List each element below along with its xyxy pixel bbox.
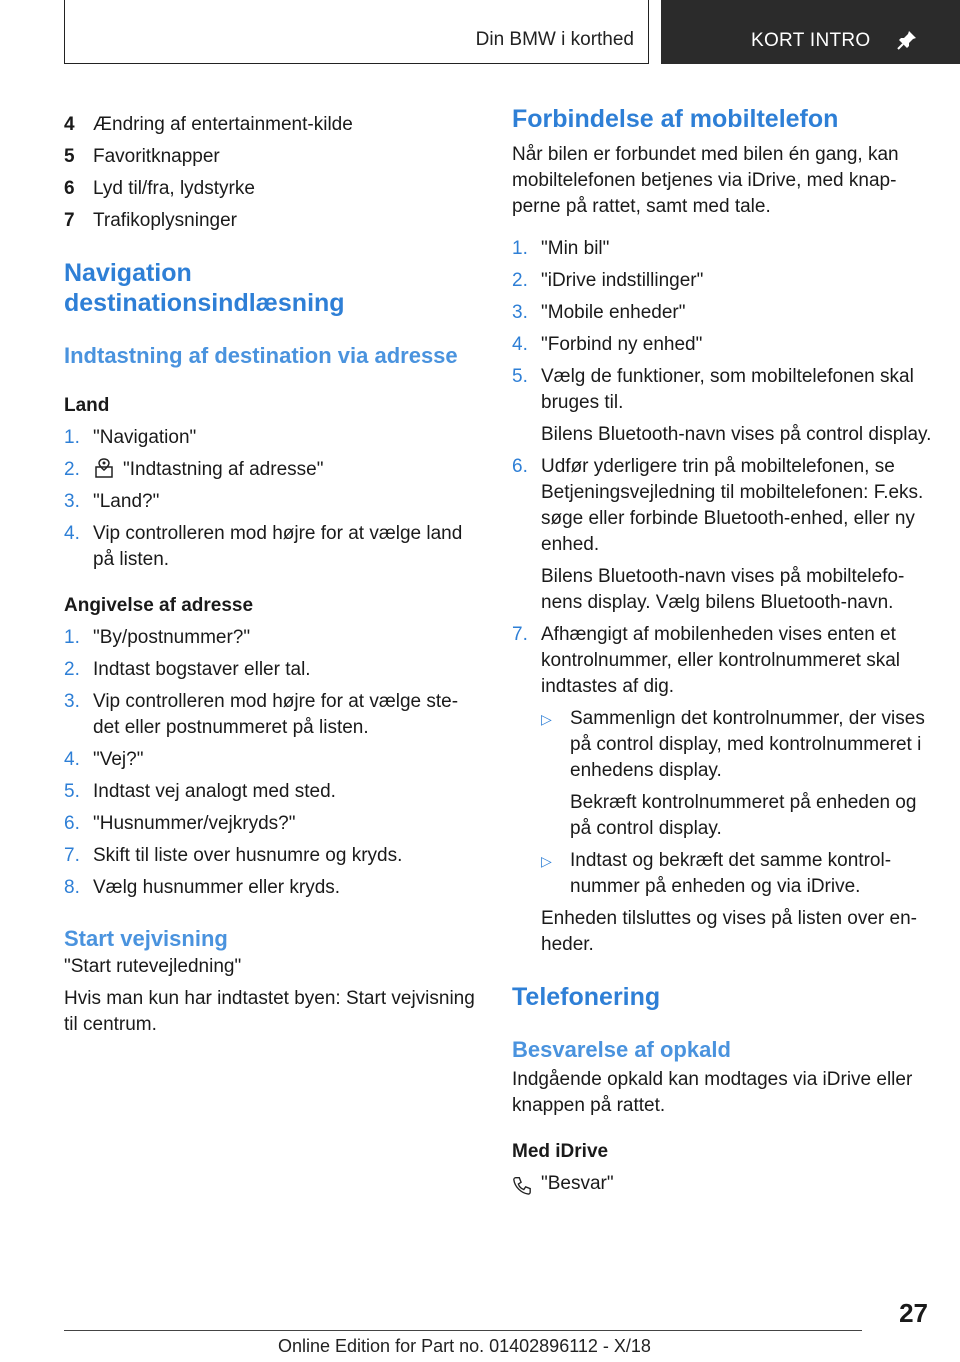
section-title: Din BMW i korthed bbox=[475, 29, 634, 50]
step-item: 6. "Husnummer/vejkryds?" bbox=[64, 813, 296, 834]
step-item: 6. Udfør yderligere trin på mobiltelefonen, se Betjeningsvejledning til mobiltelefonen: F.eks. søge eller forbinde Bluetooth-enhed, eller ny enhed. bbox=[512, 456, 924, 555]
step-item: 1. "By/postnummer?" bbox=[64, 627, 251, 648]
land-steps bbox=[64, 425, 476, 573]
step-item: 2. "Indtastning af adresse" bbox=[64, 459, 324, 480]
section-heading-navigation: Navigation destinationsindlæsning bbox=[64, 259, 345, 317]
legend-item: 4 Ændring af entertainment-kilde bbox=[64, 114, 353, 135]
step-item: 4. "Vej?" bbox=[64, 749, 144, 770]
step-item: 3. "Land?" bbox=[64, 491, 160, 512]
step-item: 4. Vip controlleren mod højre for at vælge land på listen. bbox=[64, 523, 463, 570]
right-column bbox=[512, 104, 932, 1197]
step-item: 5. Indtast vej analogt med sted. bbox=[64, 781, 336, 802]
page-number: 27 bbox=[899, 1298, 928, 1328]
step-item: 7. Afhængigt af mobilenheden vises enten et kontrolnummer, eller kontrolnummeret skal indtastes af dig. bbox=[512, 624, 901, 697]
pin-icon bbox=[895, 28, 919, 52]
step-note: Bilens Bluetooth-navn vises på control display. bbox=[541, 424, 932, 445]
step-item: 3. Vip controlleren mod højre for at vælge stedet eller postnummeret på listen. bbox=[64, 691, 459, 738]
triangle-bullet-icon: ▷ bbox=[541, 711, 552, 727]
bullet-item: ▷ Sammenlign det kontrolnummer, der vises på control display, med kontrolnummeret i enhedens display. bbox=[541, 708, 925, 781]
chapter-tab bbox=[661, 0, 960, 64]
start-route-text: "Start rutevejledning" bbox=[64, 956, 242, 977]
address-steps bbox=[64, 625, 476, 901]
step-note: Enheden tilsluttes og vises på listen over enheder. bbox=[541, 908, 917, 955]
subsection-heading-address: Indtastning af destination via adresse bbox=[64, 343, 458, 368]
phone-steps bbox=[512, 236, 932, 958]
step-item: 1. "Navigation" bbox=[64, 427, 197, 448]
legend-item: 7 Trafikoplysninger bbox=[64, 210, 237, 231]
step-item: 2. Indtast bogstaver eller tal. bbox=[64, 659, 311, 680]
subsection-heading-answer: Besvarelse af opkald bbox=[512, 1037, 731, 1062]
step-item: 1. "Min bil" bbox=[512, 238, 610, 259]
phone-intro: Når bilen er forbundet med bilen én gang, kan mobiltelefonen betjenes via iDrive, med knapperne på rattet, samt med tale. bbox=[512, 144, 899, 217]
left-column bbox=[64, 104, 476, 1038]
header-section-box bbox=[64, 0, 649, 64]
phone-icon bbox=[512, 1175, 532, 1195]
subheading-idrive: Med iDrive bbox=[512, 1141, 609, 1162]
step-item: 5. Vælg de funktioner, som mobiltelefonen skal bruges til. bbox=[512, 366, 914, 413]
edition-note: Online Edition for Part no. 01402896112 - X/18 bbox=[278, 1336, 651, 1356]
subheading-land: Land bbox=[64, 395, 110, 416]
step-item: 7. Skift til liste over husnumre og kryds. bbox=[64, 845, 403, 866]
start-city-text: Hvis man kun har indtastet byen: Start vejvisning til centrum. bbox=[64, 988, 475, 1035]
answer-text: Indgående opkald kan modtages via iDrive eller knappen på rattet. bbox=[512, 1069, 913, 1116]
step-item: 2. "iDrive indstillinger" bbox=[512, 270, 704, 291]
legend-item: 6 Lyd til/fra, lydstyrke bbox=[64, 178, 255, 199]
footer-divider bbox=[64, 1330, 862, 1331]
subheading-address: Angivelse af adresse bbox=[64, 595, 254, 616]
bullet-item: ▷ Indtast og bekræft det samme kontrolnummer på enheden og via iDrive. bbox=[541, 850, 892, 897]
section-heading-telephony: Telefonering bbox=[512, 983, 661, 1011]
subsection-heading-start: Start vejvisning bbox=[64, 926, 228, 951]
triangle-bullet-icon: ▷ bbox=[541, 853, 552, 869]
step-item: 3. "Mobile enheder" bbox=[512, 302, 686, 323]
step-note: Bilens Bluetooth-navn vises på mobiltelefonens display. Vælg bilens Bluetooth-navn. bbox=[541, 566, 905, 613]
legend-item: 5 Favoritknapper bbox=[64, 146, 220, 167]
chapter-title: KORT INTRO bbox=[751, 30, 871, 51]
answer-step: "Besvar" bbox=[512, 1171, 932, 1197]
bullet-note: Bekræft kontrolnummeret på enheden og på control display. bbox=[570, 792, 917, 839]
section-heading-phone-connect: Forbindelse af mobiltelefon bbox=[512, 105, 839, 133]
step-item: 4. "Forbind ny enhed" bbox=[512, 334, 703, 355]
step-item: 8. Vælg husnummer eller kryds. bbox=[64, 877, 341, 898]
address-icon bbox=[93, 458, 115, 478]
